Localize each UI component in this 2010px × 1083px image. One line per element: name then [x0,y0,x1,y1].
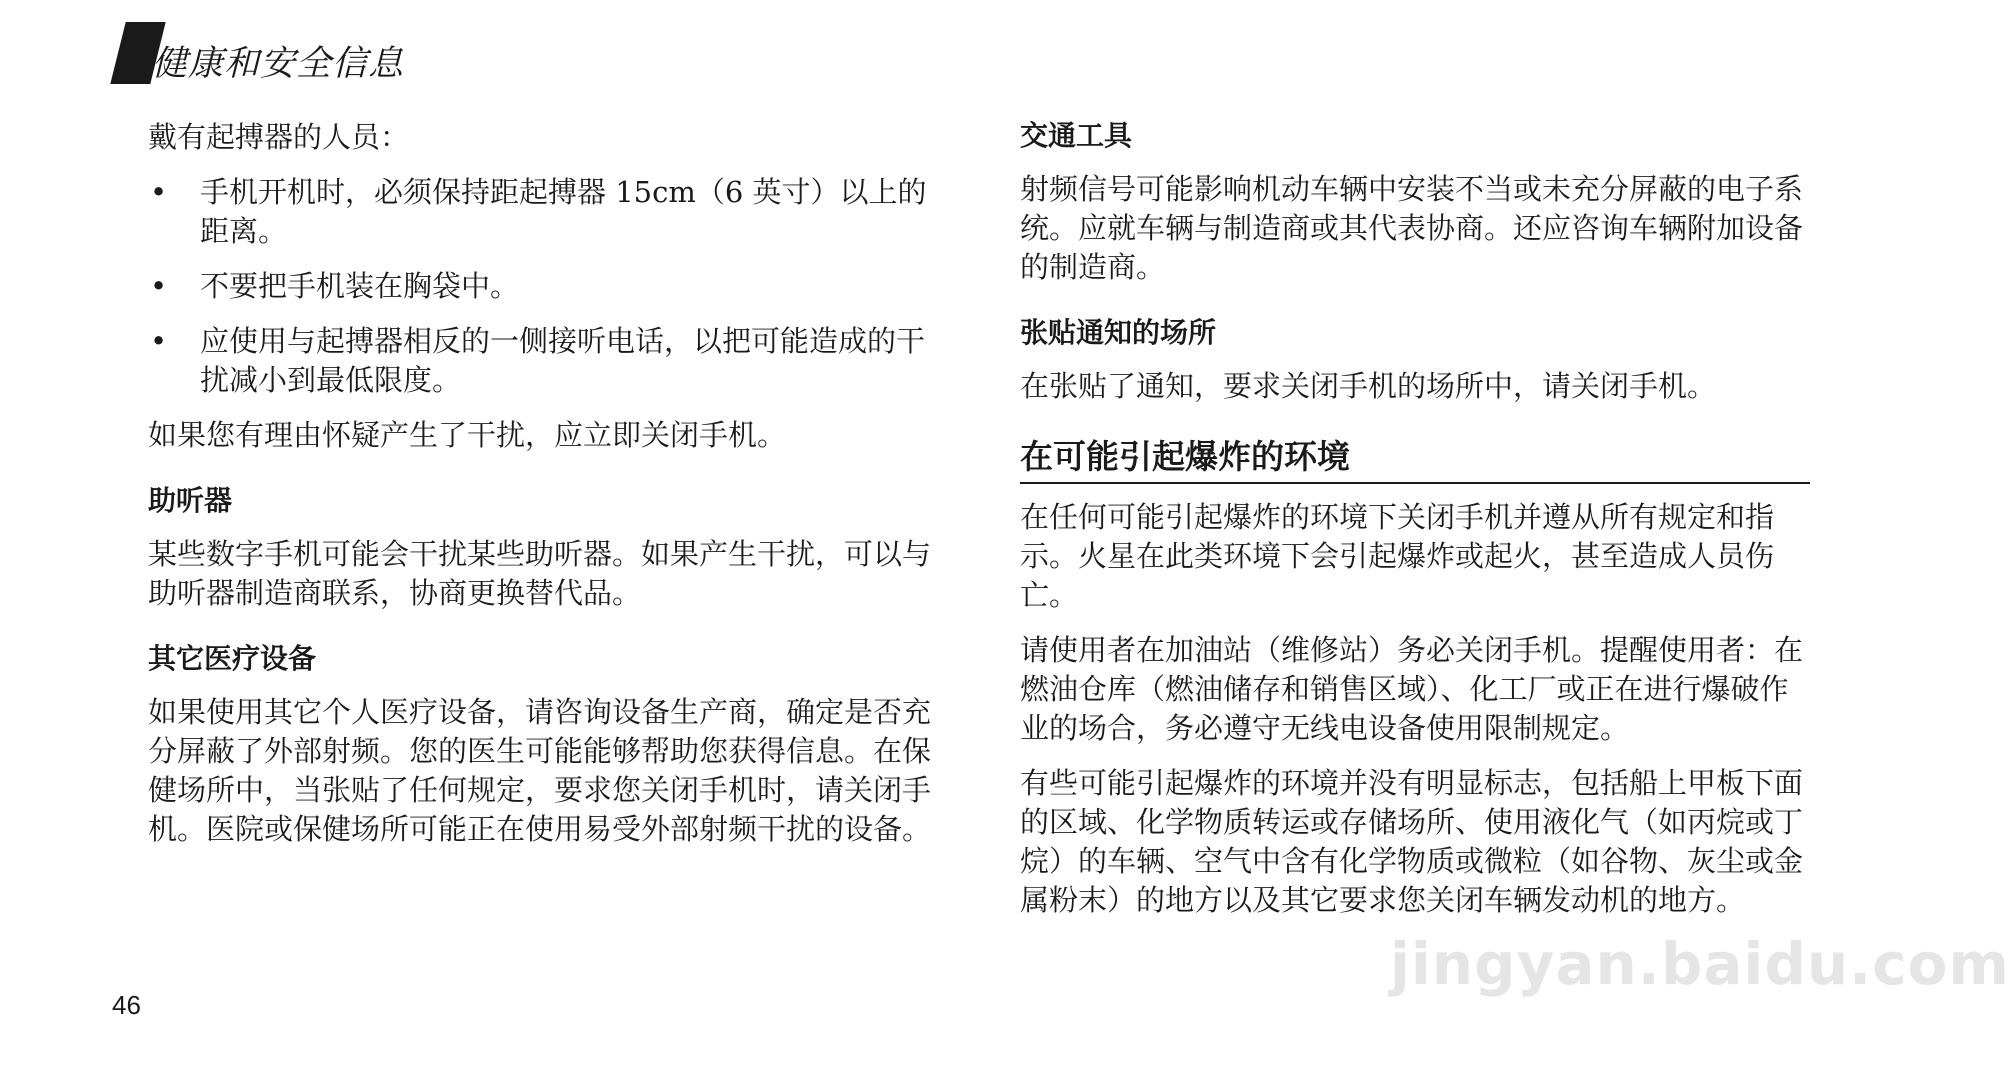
list-item: • 不要把手机装在胸袋中。 [148,267,948,306]
watermark: jingyan.baidu.com [1390,930,2010,998]
page-number: 46 [112,990,141,1020]
page-header-title: 健康和安全信息 [152,44,405,84]
other-medical-heading: 其它医疗设备 [148,642,317,675]
vehicles-heading: 交通工具 [1020,119,1133,152]
explosive-environments-heading: 在可能引起爆炸的环境 [1020,436,1810,484]
explosive-paragraph-3: 有些可能引起爆炸的环境并没有明显标志，包括船上甲板下面的区域、化学物质转运或存储场所、使用液化气（如丙烷或丁烷）的车辆、空气中含有化学物质或微粒（如谷物、灰尘或金属粉末）的地方以及其它要求您关闭车辆发动机的地方。 [1020,766,1804,917]
hearing-aids-text: 某些数字手机可能会干扰某些助听器。如果产生干扰，可以与助听器制造商联系，协商更换替代品。 [148,537,932,610]
explosive-paragraph-2: 请使用者在加油站（维修站）务必关闭手机。提醒使用者：在燃油仓库（燃油储存和销售区域）、化工厂或正在进行爆破作业的场合，务必遵守无线电设备使用限制规定。 [1020,633,1804,745]
list-item: • 手机开机时，必须保持距起搏器 15cm（6 英寸）以上的距离。 [150,175,927,248]
bullet-icon: • [150,269,168,303]
pacemaker-bullet-list [148,173,948,400]
bullet-icon: • [150,175,168,209]
bullet-icon: • [150,324,168,358]
interference-note: 如果您有理由怀疑产生了干扰，应立即关闭手机。 [148,418,787,452]
right-column [1020,118,1810,936]
explosive-paragraph-1: 在任何可能引起爆炸的环境下关闭手机并遵从所有规定和指示。火星在此类环境下会引起爆炸或起火，甚至造成人员伤亡。 [1020,500,1775,612]
other-medical-text: 如果使用其它个人医疗设备，请咨询设备生产商，确定是否充分屏蔽了外部射频。您的医生可能能够帮助您获得信息。在保健场所中，当张贴了任何规定，要求您关闭手机时，请关闭手机。医院或保健场所可能正在使用易受外部射频干扰的设备。 [148,695,932,846]
vehicles-text: 射频信号可能影响机动车辆中安装不当或未充分屏蔽的电子系统。应就车辆与制造商或其代表协商。还应咨询车辆附加设备的制造商。 [1020,172,1804,284]
pacemaker-intro: 戴有起搏器的人员： [148,120,410,154]
posted-facilities-heading: 张贴通知的场所 [1020,316,1217,349]
left-column [148,118,948,865]
hearing-aids-heading: 助听器 [148,484,233,517]
posted-facilities-text: 在张贴了通知，要求关闭手机的场所中，请关闭手机。 [1020,369,1717,403]
list-item: • 应使用与起搏器相反的一侧接听电话，以把可能造成的干扰减小到最低限度。 [150,324,926,397]
